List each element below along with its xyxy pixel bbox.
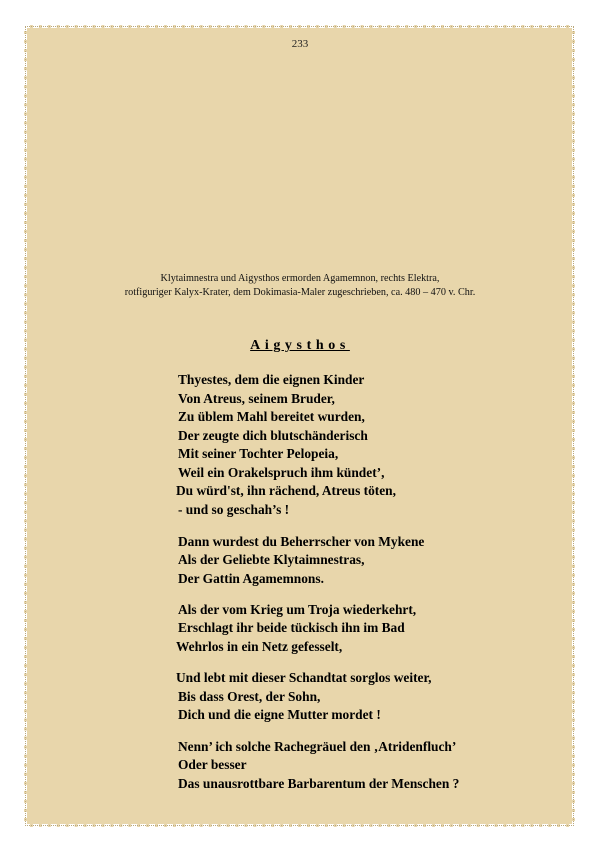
poem-title: Aigysthos xyxy=(250,338,350,353)
poem-line: Der zeugte dich blutschänderisch xyxy=(178,428,368,443)
poem-line: Und lebt mit dieser Schandtat sorglos weiter, xyxy=(176,670,432,685)
caption-line-1: Klytaimnestra und Aigysthos ermorden Agamemnon, rechts Elektra, xyxy=(160,273,440,284)
page-number: 233 xyxy=(291,38,309,50)
poem-line: Bis dass Orest, der Sohn, xyxy=(178,689,321,704)
poem-line: Nenn’ ich solche Rachegräuel den ‚Atridenfluch’ xyxy=(178,739,457,754)
poem-line: Dich und die eigne Mutter mordet ! xyxy=(178,707,381,722)
poem-line: Von Atreus, seinem Bruder, xyxy=(178,391,335,406)
poem-line: Als der vom Krieg um Troja wiederkehrt, xyxy=(178,602,417,617)
image-caption xyxy=(0,272,600,300)
poem-line: - und so geschah’s ! xyxy=(178,502,290,517)
poem-line: Der Gattin Agamemnons. xyxy=(178,571,324,586)
poem-line: Mit seiner Tochter Pelopeia, xyxy=(178,446,339,461)
poem-line: Oder besser xyxy=(178,757,247,772)
poem-line: Du würd'st, ihn rächend, Atreus töten, xyxy=(176,483,396,498)
poem-line: Dann wurdest du Beherrscher von Mykene xyxy=(178,534,425,549)
poem-line: Thyestes, dem die eignen Kinder xyxy=(178,372,365,387)
vase-image-area xyxy=(110,60,490,260)
poem-line: Das unausrottbare Barbarentum der Menschen ? xyxy=(178,776,460,791)
caption-line-2: rotfiguriger Kalyx-Krater, dem Dokimasia-Maler zugeschrieben, ca. 480 – 470 v. Chr. xyxy=(124,287,476,298)
poem-line: Als der Geliebte Klytaimnestras, xyxy=(178,552,365,567)
poem-line: Wehrlos in ein Netz gefesselt, xyxy=(176,639,343,654)
poem-line: Erschlagt ihr beide tückisch ihn im Bad xyxy=(178,620,405,635)
poem-line: Weil ein Orakelspruch ihm kündet’, xyxy=(178,465,385,480)
poem-line: Zu üblem Mahl bereitet wurden, xyxy=(178,409,365,424)
